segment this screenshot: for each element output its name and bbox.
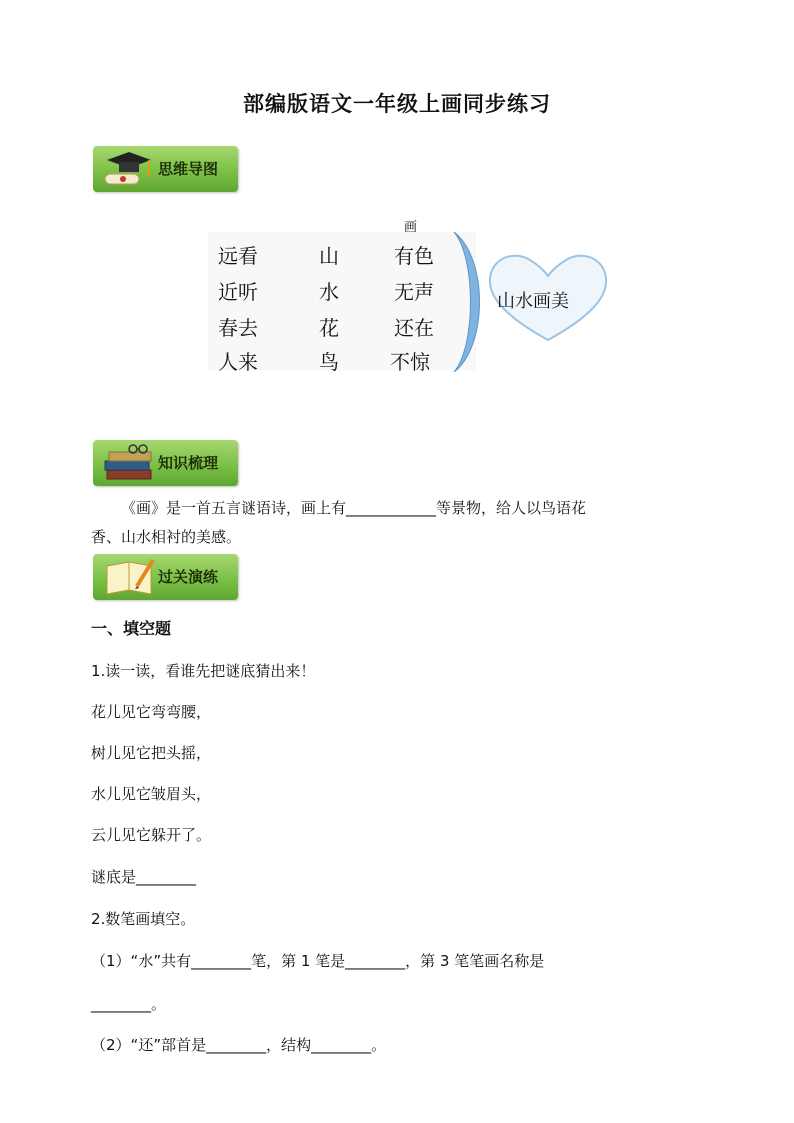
knowledge-text: 等景物，给人以鸟语花 — [436, 499, 587, 517]
graduation-cap-icon — [99, 148, 157, 190]
poem-cell: 鸟 — [319, 350, 339, 374]
poem-title: 画 — [404, 220, 418, 235]
poem-cell: 人来 — [218, 350, 258, 374]
poem-cell: 花 — [319, 316, 339, 340]
section-badge-mindmap — [93, 146, 238, 192]
question-2-part-2: （2）“还”部首是________，结构________。 — [91, 1036, 387, 1054]
riddle-line: 花儿见它弯弯腰， — [91, 703, 212, 721]
fill-blank: ____________ — [346, 499, 437, 517]
page-title: 部编版语文一年级上画同步练习 — [243, 92, 551, 116]
question-2-part-1: （1）“水”共有________笔，第 1 笔是________，第 3 笔笔画名称是 — [91, 952, 545, 970]
notebook-pencil-icon — [99, 556, 157, 598]
badge-label: 知识梳理 — [158, 454, 219, 472]
poem-cell: 还在 — [394, 316, 434, 340]
knowledge-text: 《画》是一首五言谜语诗，画上有 — [121, 499, 347, 517]
poem-cell: 近听 — [218, 280, 258, 304]
badge-label: 过关演练 — [158, 568, 219, 586]
question-2-part-1-cont: ________。 — [91, 995, 167, 1013]
question-1-prompt: 1.读一读，看谁先把谜底猜出来！ — [91, 662, 316, 680]
badge-label: 思维导图 — [158, 160, 219, 178]
heart-text: 山水画美 — [497, 291, 569, 312]
poem-cell: 无声 — [394, 280, 434, 304]
poem-cell: 远看 — [218, 244, 258, 268]
question-2-prompt: 2.数笔画填空。 — [91, 910, 196, 928]
poem-cell: 山 — [319, 244, 339, 268]
section-badge-knowledge — [93, 440, 238, 486]
poem-cell: 春去 — [218, 316, 258, 340]
poem-cell: 不惊 — [390, 350, 430, 374]
riddle-answer: 谜底是________ — [91, 868, 197, 886]
section-badge-practice — [93, 554, 238, 600]
knowledge-paragraph-line2: 香、山水相衬的美感。 — [91, 528, 242, 546]
section-heading: 一、填空题 — [91, 619, 172, 638]
poem-cell: 有色 — [394, 244, 434, 268]
riddle-line: 树儿见它把头摇， — [91, 744, 212, 762]
riddle-line: 水儿见它皱眉头， — [91, 785, 212, 803]
knowledge-paragraph — [91, 494, 711, 523]
riddle-line: 云儿见它躲开了。 — [91, 826, 212, 844]
poem-cell: 水 — [319, 280, 339, 304]
books-icon — [99, 442, 157, 484]
